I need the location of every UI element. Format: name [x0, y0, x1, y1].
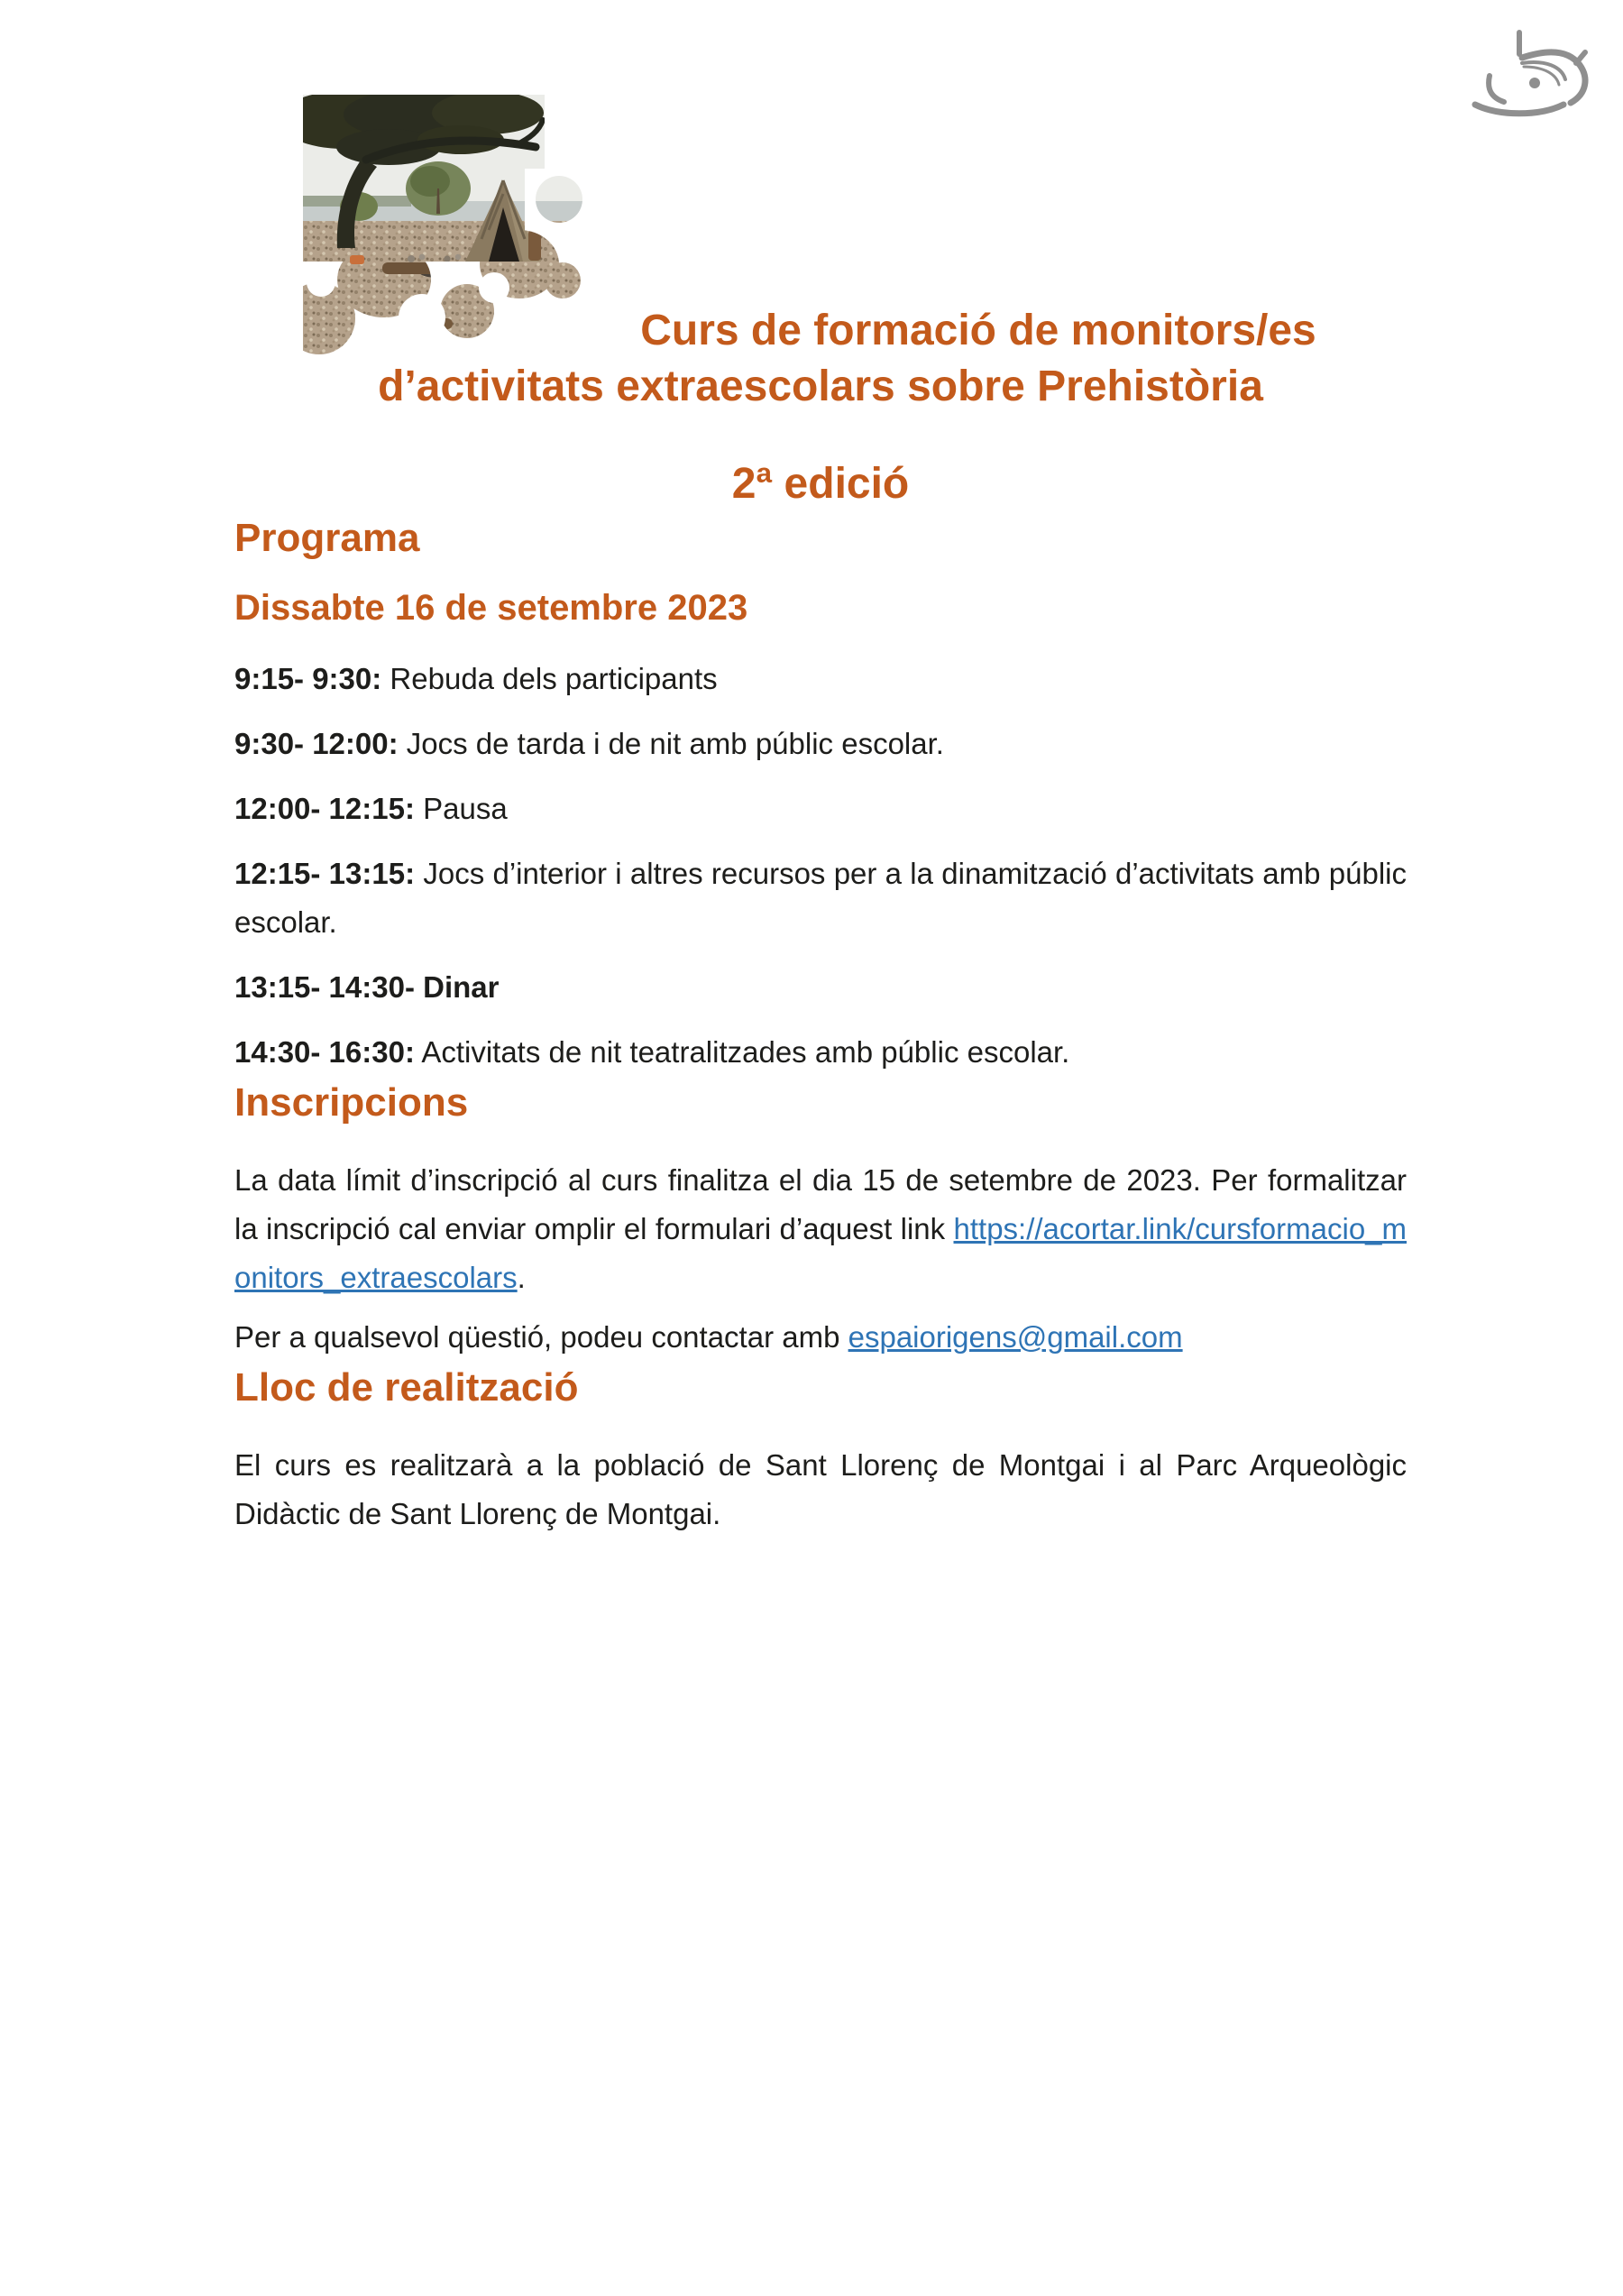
logo-line-art	[1463, 25, 1591, 123]
schedule-item	[234, 655, 1407, 703]
section-heading-programa: Programa	[234, 516, 420, 560]
schedule-desc: Jocs d’interior i altres recursos per a la dinamització d’activitats amb públic escolar.	[234, 857, 1407, 939]
prehistoric-animal-logo-icon	[1463, 25, 1591, 123]
program-date-heading: Dissabte 16 de setembre 2023	[234, 588, 748, 628]
edition-subtitle: 2ª edició	[731, 460, 910, 508]
schedule-desc: Dinar	[423, 970, 500, 1004]
location-paragraph: El curs es realitzarà a la població de Sant Llorenç de Montgai i al Parc Arqueològic Didàctic de Sant Llorenç de Montgai.	[234, 1448, 1407, 1530]
section-heading-inscripcions: Inscripcions	[234, 1080, 469, 1125]
schedule-desc: Activitats de nit teatralitzades amb públic escolar.	[421, 1035, 1070, 1069]
inscription-deadline-text: La data límit d’inscripció al curs finalitza el dia 15 de setembre de 2023. Per formalitzar la inscripció cal enviar omplir el formulari d’aquest link	[234, 1163, 1407, 1245]
schedule-item	[234, 963, 1407, 1012]
schedule-time: 12:00- 12:15:	[234, 792, 415, 825]
schedule-time: 14:30- 16:30:	[234, 1035, 415, 1069]
schedule-item	[234, 1028, 1407, 1077]
schedule-time: 13:15- 14:30-	[234, 970, 415, 1004]
contact-email-link[interactable]: espaiorigens@gmail.com	[848, 1320, 1183, 1354]
schedule-desc: Rebuda dels participants	[390, 662, 718, 695]
schedule-time: 9:15- 9:30:	[234, 662, 382, 695]
schedule-desc: Pausa	[423, 792, 508, 825]
schedule-item	[234, 785, 1407, 833]
schedule-item	[234, 720, 1407, 768]
contact-paragraph	[234, 1313, 1407, 1362]
contact-text: Per a qualsevol qüestió, podeu contactar amb	[234, 1320, 840, 1354]
schedule-desc: Jocs de tarda i de nit amb públic escolar.	[406, 727, 944, 760]
schedule-time: 12:15- 13:15:	[234, 857, 416, 890]
schedule-item	[234, 850, 1407, 947]
sentence-period: .	[517, 1261, 526, 1294]
inscription-paragraph	[234, 1156, 1407, 1302]
course-title-line2: d’activitats extraescolars sobre Prehistòria	[378, 363, 1263, 410]
section-heading-lloc: Lloc de realització	[234, 1365, 579, 1410]
schedule-time: 9:30- 12:00:	[234, 727, 399, 760]
registration-form-link[interactable]: https://acortar.link/cursformacio_monitors_extraescolars	[234, 1212, 1408, 1294]
course-title-line1: Curs de formació de monitors/es	[640, 307, 1316, 354]
